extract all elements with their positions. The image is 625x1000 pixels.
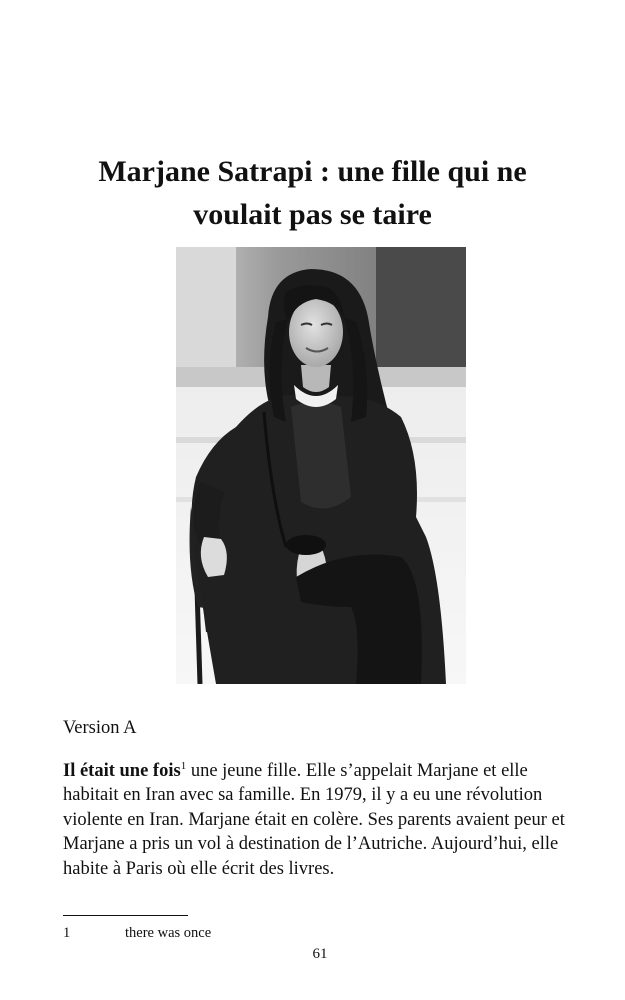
page-title-line-1: Marjane Satrapi : une fille qui ne <box>98 155 527 188</box>
portrait-photo-image <box>176 247 466 684</box>
portrait-photo <box>176 247 466 684</box>
page-title <box>40 150 585 236</box>
lead-bold-phrase: Il était une fois <box>63 761 181 781</box>
footnote-reference: 1 <box>180 759 187 772</box>
footnote <box>63 923 211 943</box>
page-number: 61 <box>312 946 328 962</box>
page-title-line-2: voulait pas se taire <box>193 198 432 231</box>
version-label: Version A <box>63 718 137 738</box>
body-paragraph <box>63 759 583 881</box>
footnote-number: 1 <box>63 925 71 941</box>
paragraph-text: une jeune fille. Elle s’appelait Marjane et elle habitait en Iran avec sa famille. En 1979, il y a eu une révolution violente en Iran. Marjane était en colère. Ses parents avaient peur et Marjane a pris un vol à destination de l’Autriche. Aujourd’hui, elle habite à Paris où elle écrit des livres. <box>63 761 565 879</box>
footnote-divider <box>63 915 188 916</box>
footnote-text: there was once <box>125 925 212 941</box>
